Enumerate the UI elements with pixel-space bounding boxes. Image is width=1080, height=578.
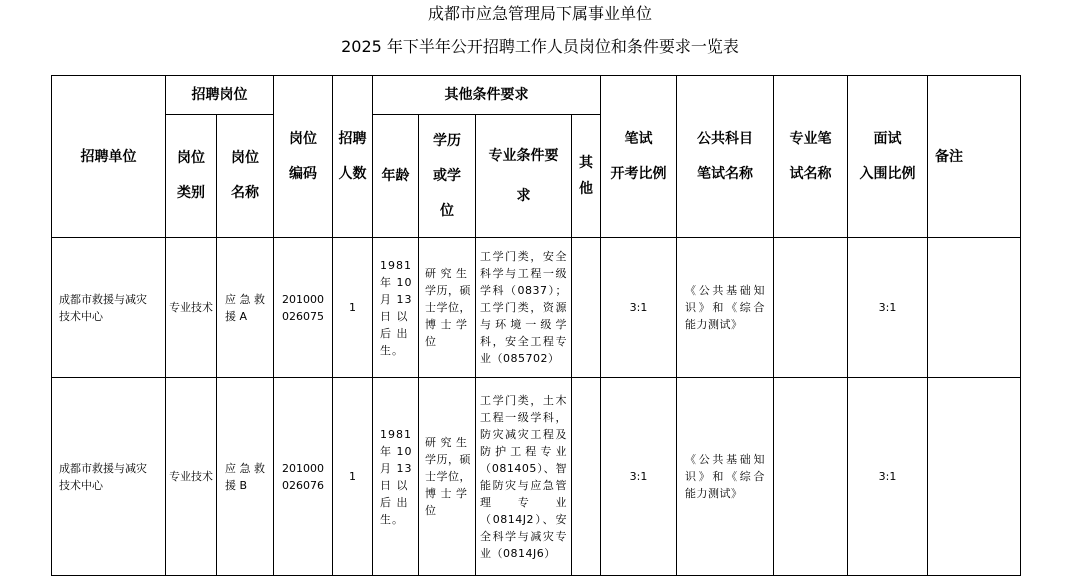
cell-remarks <box>928 378 1021 576</box>
header-remarks: 备注 <box>928 76 1021 238</box>
cell-major: 工学门类，土木工程一级学科，防灾减灾工程及防护工程专业（081405）、智能防灾与应急管理专业（0814J2）、安全科学与减灾专业（0814J6） <box>476 378 572 576</box>
header-position-code: 岗位 编码 <box>274 76 333 238</box>
cell-name: 应 急 救 援 B <box>217 378 274 576</box>
table-row <box>52 378 1021 576</box>
document-title: 成都市应急管理局下属事业单位 <box>427 4 652 23</box>
cell-type: 专业技术 <box>166 378 217 576</box>
cell-other <box>572 238 601 378</box>
header-major: 专业条件要 求 <box>476 115 572 238</box>
cell-type: 专业技术 <box>166 238 217 378</box>
table-row <box>52 238 1021 378</box>
cell-age: 1981 年 10 月 13 日 以 后 出 生。 <box>373 378 419 576</box>
cell-other <box>572 378 601 576</box>
cell-unit: 成都市救援与减灾 技术中心 <box>52 238 166 378</box>
cell-count: 1 <box>333 238 373 378</box>
cell-count: 1 <box>333 378 373 576</box>
header-position-name: 岗位 名称 <box>217 115 274 238</box>
header-other-requirements: 其他条件要求 <box>373 76 601 115</box>
cell-code: 201000 026076 <box>274 378 333 576</box>
document-subtitle: 2025 年下半年公开招聘工作人员岗位和条件要求一览表 <box>341 37 739 56</box>
header-position-group: 招聘岗位 <box>166 76 274 115</box>
header-position-type: 岗位 类别 <box>166 115 217 238</box>
header-professional-exam: 专业笔 试名称 <box>774 76 848 238</box>
header-public-exam: 公共科目 笔试名称 <box>677 76 774 238</box>
recruitment-table <box>51 75 1021 576</box>
cell-professional-exam <box>774 238 848 378</box>
cell-education: 研 究 生 学历，硕 士学位， 博 士 学 位 <box>419 378 476 576</box>
cell-unit: 成都市救援与减灾 技术中心 <box>52 378 166 576</box>
cell-interview-ratio: 3:1 <box>848 378 928 576</box>
header-age: 年龄 <box>373 115 419 238</box>
cell-public-exam: 《公共基础知识》和《综合能力测试》 <box>677 238 774 378</box>
cell-education: 研 究 生 学历，硕 士学位， 博 士 学 位 <box>419 238 476 378</box>
cell-written-ratio: 3:1 <box>601 378 677 576</box>
cell-public-exam: 《公共基础知识》和《综合能力测试》 <box>677 378 774 576</box>
cell-code: 201000 026075 <box>274 238 333 378</box>
cell-interview-ratio: 3:1 <box>848 238 928 378</box>
header-other: 其 他 <box>572 115 601 238</box>
header-written-ratio: 笔试 开考比例 <box>601 76 677 238</box>
header-unit: 招聘单位 <box>52 76 166 238</box>
cell-major: 工学门类，安全科学与工程一级学科（0837）；工学门类，资源与环境一级学科，安全工程专业（085702） <box>476 238 572 378</box>
cell-name: 应 急 救 援 A <box>217 238 274 378</box>
cell-written-ratio: 3:1 <box>601 238 677 378</box>
header-recruit-count: 招聘 人数 <box>333 76 373 238</box>
cell-age: 1981 年 10 月 13 日 以 后 出 生。 <box>373 238 419 378</box>
header-interview-ratio: 面试 入围比例 <box>848 76 928 238</box>
header-education: 学历 或学 位 <box>419 115 476 238</box>
cell-remarks <box>928 238 1021 378</box>
cell-professional-exam <box>774 378 848 576</box>
